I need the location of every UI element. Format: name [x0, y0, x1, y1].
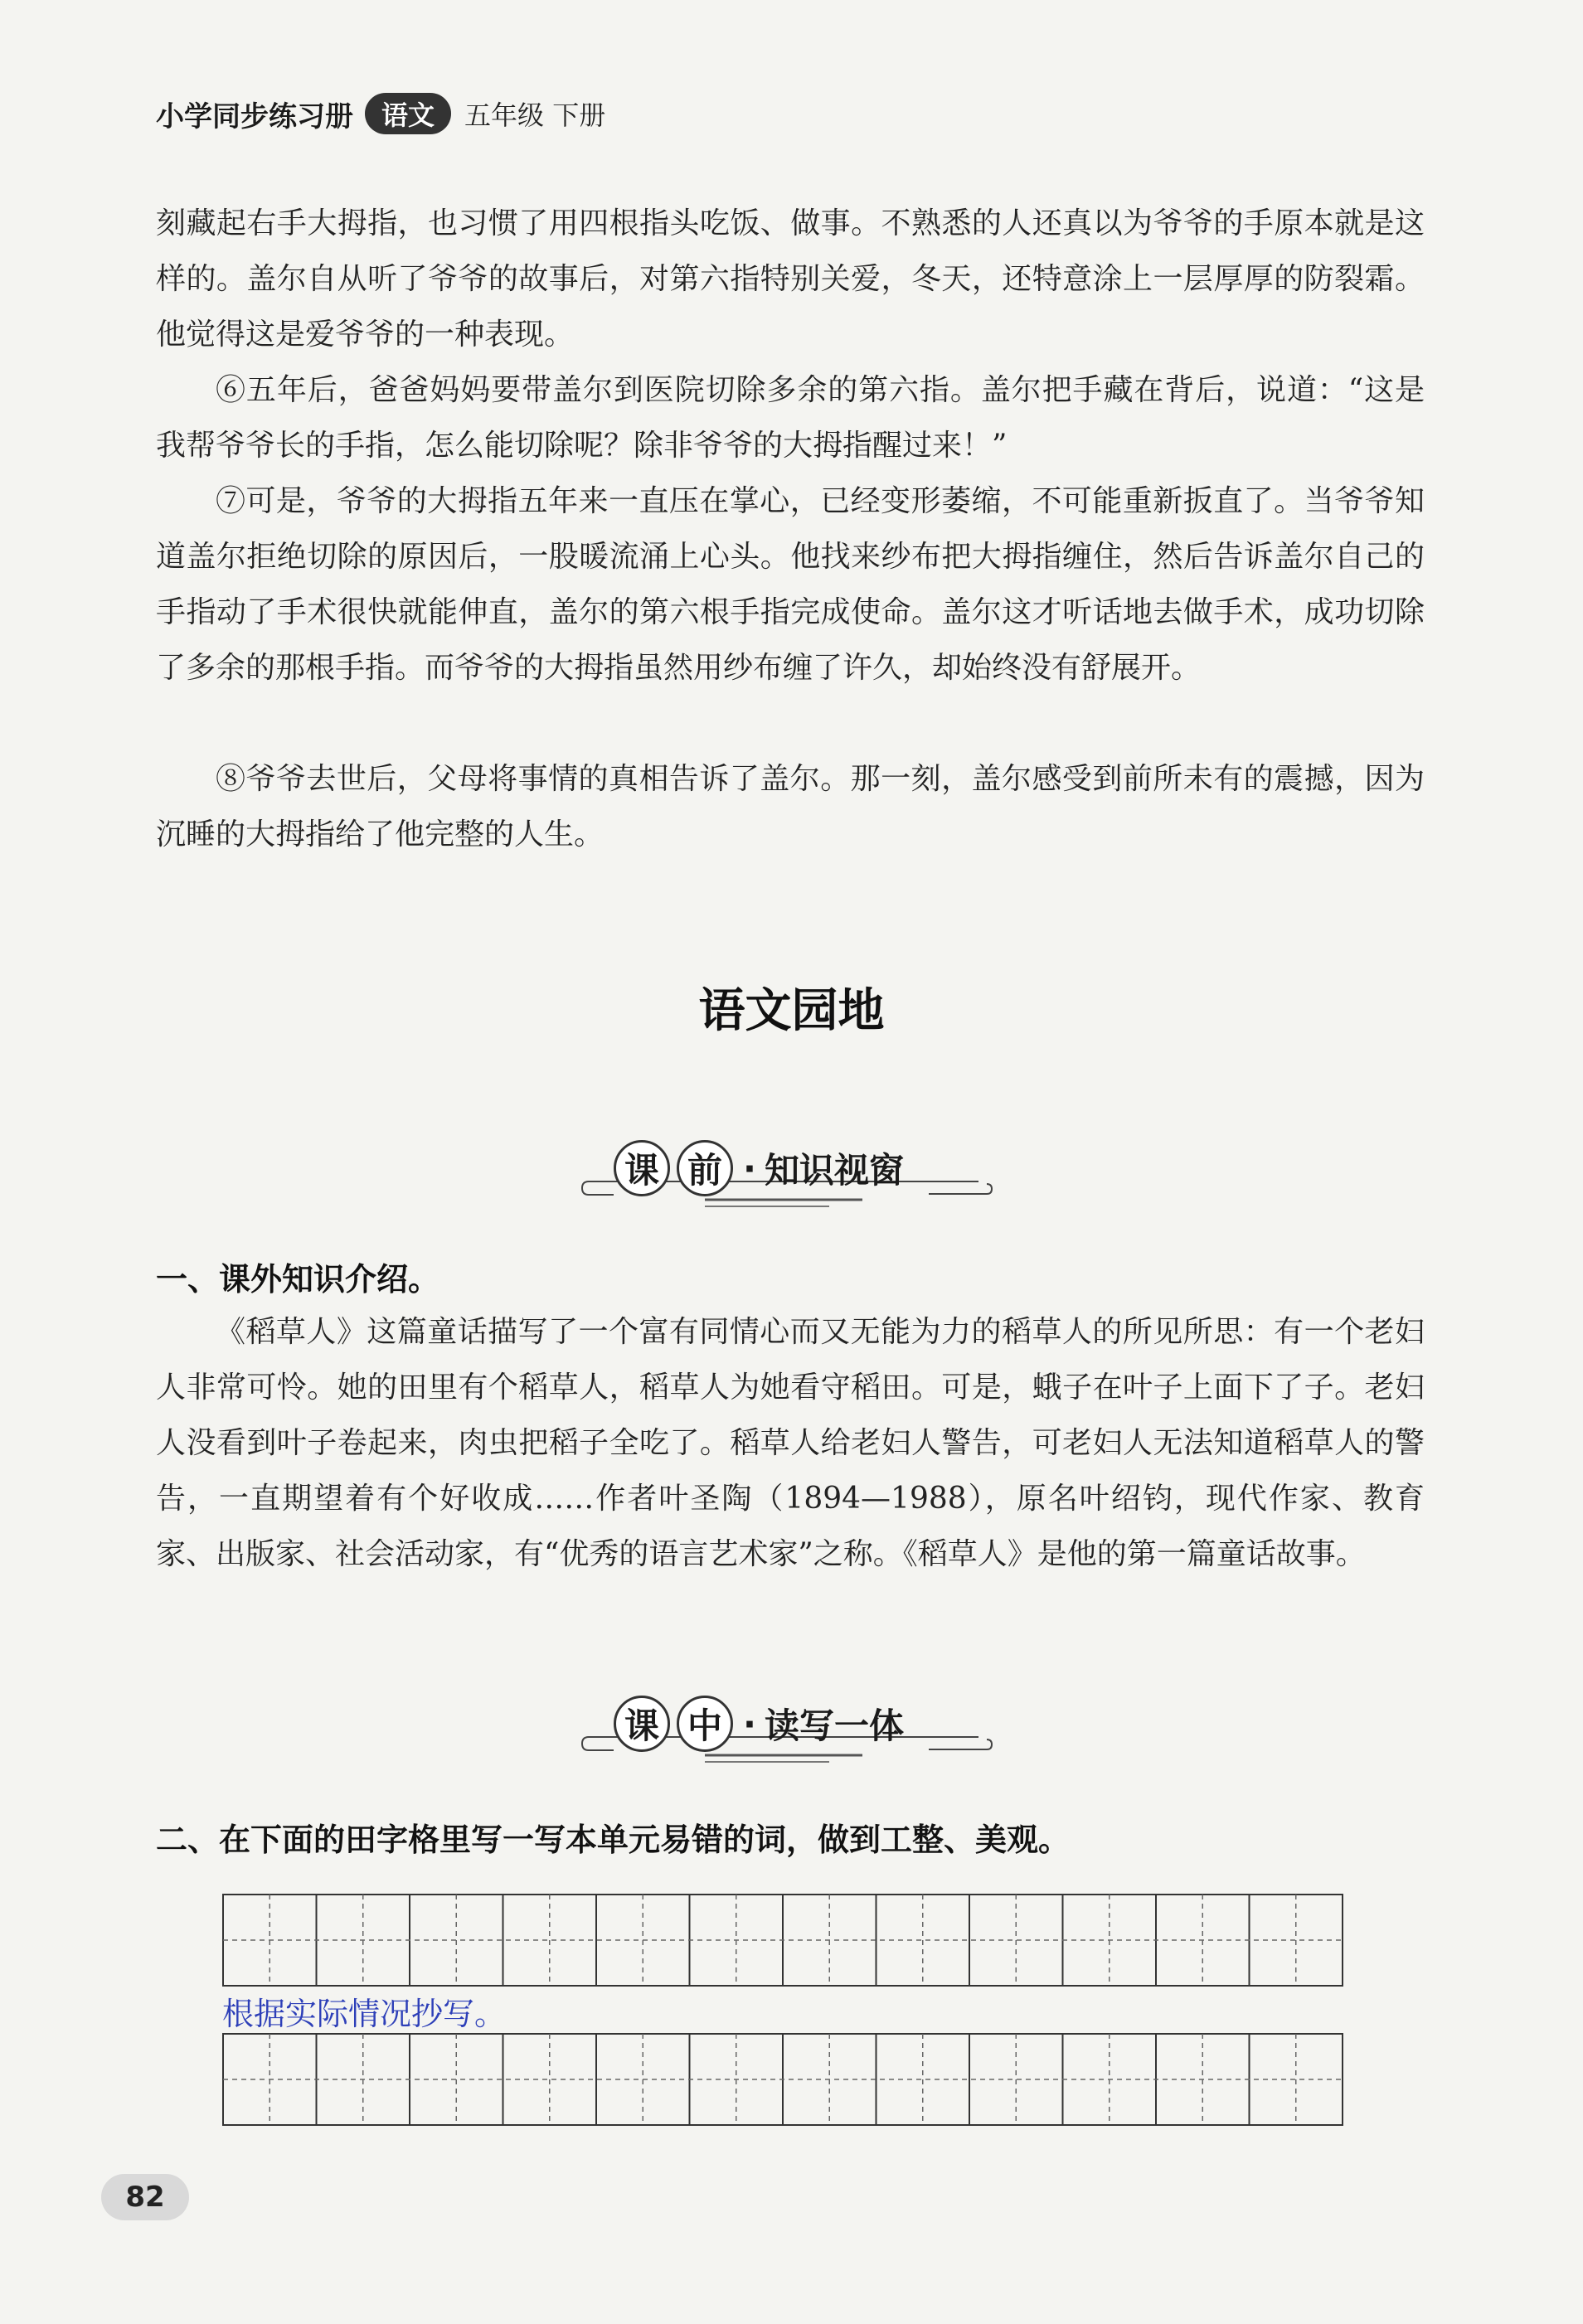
banner-dot: · — [743, 1147, 756, 1189]
banner-title: 读写一体 — [764, 1705, 904, 1746]
banner-circle-char-1: 课 — [614, 1696, 670, 1752]
story-paragraph-6: ⑥五年后，爸爸妈妈要带盖尔到医院切除多余的第六指。盖尔把手藏在背后，说道：“这是我帮爷爷长的手指，怎么能切除呢？除非爷爷的大拇指醒过来！” — [156, 373, 1425, 463]
question-1-text: 《稻草人》这篇童话描写了一个富有同情心而又无能为力的稻草人的所见所思：有一个老妇人非常可怜。她的田里有个稻草人，稻草人为她看守稻田。可是，蛾子在叶子上面下了子。老妇人没看到叶子卷起来，肉虫把稻子全吃了。稻草人给老妇人警告，可老妇人无法知道稻草人的警告，一直期望着有个好收成……作者叶圣陶（1894—1988），原名叶绍钧，现代作家、教育家、出版家、社会活动家，有“优秀的语言艺术家”之称。《稻草人》是他的第一篇童话故事。 — [156, 1315, 1425, 1571]
subject-badge: 语文 — [365, 93, 451, 134]
story-paragraph-7: ⑦可是，爷爷的大拇指五年来一直压在掌心，已经变形萎缩，不可能重新扳直了。当爷爷知道盖尔拒绝切除的原因后，一股暖流涌上心头。他找来纱布把大拇指缠住，然后告诉盖尔自己的手指动了手术很快就能伸直，盖尔的第六根手指完成使命。盖尔这才听话地去做手术，成功切除了多余的那根手指。而爷爷的大拇指虽然用纱布缠了许久，却始终没有舒展开。 — [156, 484, 1425, 685]
banner-circle-char-1: 课 — [614, 1140, 670, 1196]
banner-before-class — [580, 1132, 995, 1223]
grade-label: 五年级 下册 — [464, 99, 606, 131]
banner-dot: · — [743, 1703, 756, 1744]
tianzige-grid-row-2[interactable] — [222, 2033, 1343, 2126]
tianzige-grid-row-1[interactable] — [222, 1894, 1343, 1987]
page-header — [156, 93, 605, 134]
story-paragraph-5-continued: 刻藏起右手大拇指，也习惯了用四根指头吃饭、做事。不熟悉的人还真以为爷爷的手原本就是这样的。盖尔自从听了爷爷的故事后，对第六指特别关爱，冬天，还特意涂上一层厚厚的防裂霜。他觉得这是爱爷爷的一种表现。 — [156, 206, 1425, 352]
story-paragraph-8: ⑧爷爷去世后，父母将事情的真相告诉了盖尔。那一刻，盖尔感受到前所未有的震撼，因为沉睡的大拇指给了他完整的人生。 — [156, 762, 1425, 851]
question-1-heading: 一、课外知识介绍。 — [156, 1261, 440, 1298]
section-title: 语文园地 — [698, 984, 885, 1038]
banner-circle-char-2: 前 — [677, 1140, 733, 1196]
banner-title: 知识视窗 — [764, 1150, 904, 1191]
banner-circle-char-2: 中 — [677, 1696, 733, 1752]
question-2-heading: 二、在下面的田字格里写一写本单元易错的词，做到工整、美观。 — [156, 1822, 1071, 1858]
banner-in-class — [580, 1687, 995, 1778]
book-title: 小学同步练习册 — [156, 99, 353, 133]
answer-text: 根据实际情况抄写。 — [222, 1996, 507, 2032]
page-number: 82 — [101, 2174, 189, 2220]
